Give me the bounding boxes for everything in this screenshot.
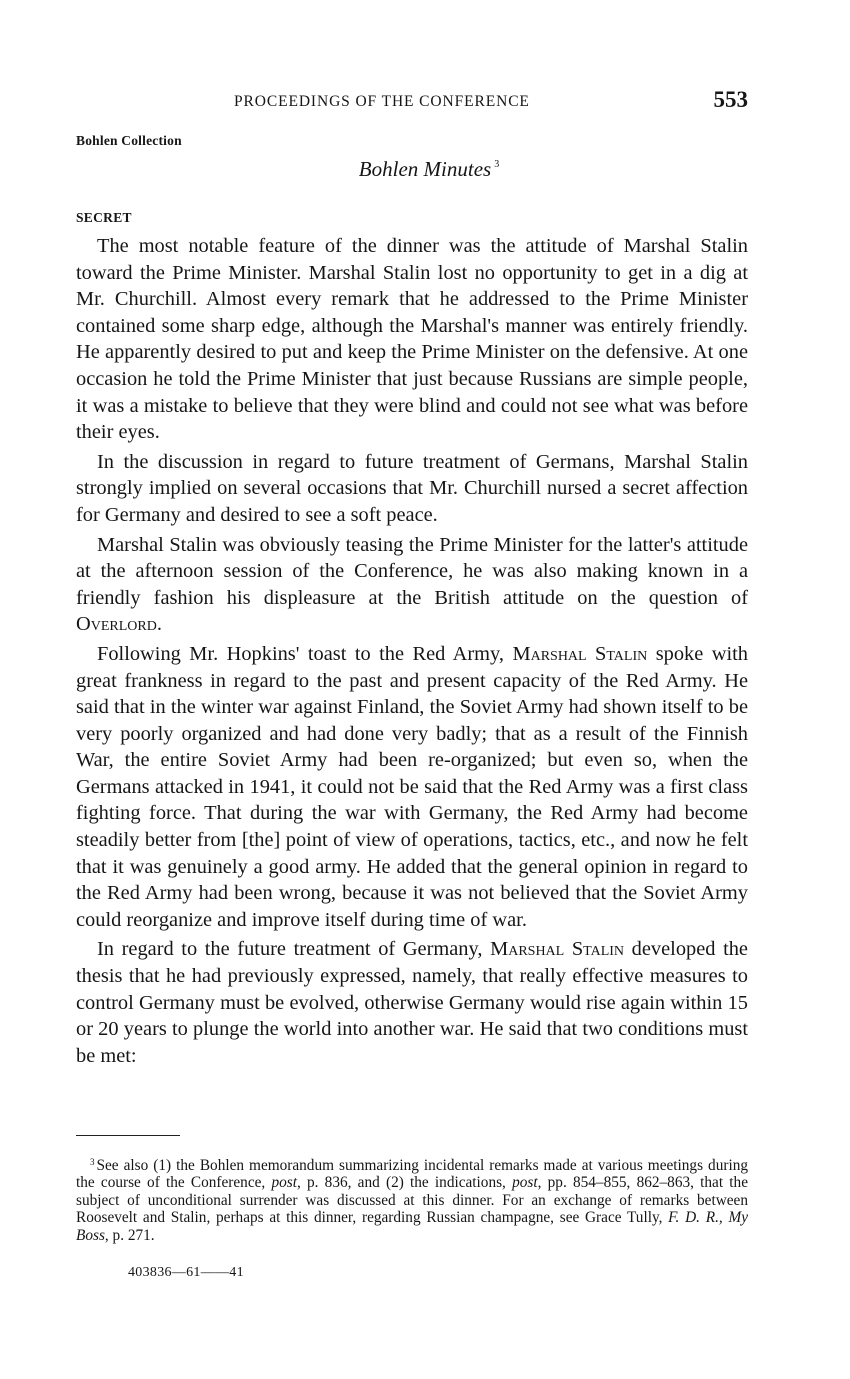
classification-label: SECRET: [76, 210, 132, 225]
speaker-name: Marshal Stalin: [490, 938, 625, 961]
paragraph-3-end: .: [156, 613, 162, 636]
paragraph-5-lead: In regard to the future treatment of Germany,: [97, 938, 491, 961]
footnote-post-1: post: [271, 1174, 297, 1192]
paragraph-4-lead: Following Mr. Hopkins' toast to the Red Army,: [97, 642, 513, 665]
footnote-text-2: , p. 836, and (2) the indications,: [296, 1174, 513, 1192]
footnote-reference: 3: [494, 159, 500, 170]
footnote-text-1: See also (1) the Bohlen memorandum summarizing incidental remarks made at various meetings during the course of the Conference,: [76, 1157, 748, 1192]
footnote-marker: 3: [90, 1157, 95, 1167]
footnote-text-4: , p. 271.: [104, 1226, 155, 1244]
document-title: [0, 157, 850, 182]
collection-label: Bohlen Collection: [76, 133, 182, 148]
speaker-name: Marshal Stalin: [512, 642, 648, 665]
paragraph-4-text: spoke with great frankness in regard to the past and present capacity of the Red Army. He said that in the winter war against Finland, the Soviet Army had shown itself to be very poorly organized and had done very badly; that as a result of the Finnish War, the entire Soviet Army had been re-organized; but even so, when the Germans attacked in 1941, it could not be said that the Red Army was a first class fighting force. That during the war with Germany, the Red Army had become steadily better from [the] point of view of operations, tactics, etc., and now he felt that it was genuinely a good army. He added that the general opinion in regard to the Red Army had been wrong, because it was not believed that the Soviet Army could reorganize and improve itself during time of war.: [76, 642, 748, 931]
paragraph-2: In the discussion in regard to future treatment of Germans, Marshal Stalin strongly implied on several occasions that Mr. Churchill nursed a secret affection for Germany and desired to see a soft peace.: [76, 450, 748, 526]
footnote-divider: [76, 1135, 180, 1136]
minutes-body: [76, 233, 748, 1072]
footnote-text-3: , pp. 854–855, 862–863, that the subject of unconditional surrender was discussed at this dinner. For an exchange of remarks between Roosevelt and Stalin, perhaps at this dinner, regarding Russian champagne, see Grace Tully,: [76, 1174, 748, 1227]
running-title: PROCEEDINGS OF THE CONFERENCE: [234, 93, 530, 110]
paragraph-3-text: Marshal Stalin was obviously teasing the Prime Minister for the latter's attitude at the afternoon session of the Conference, he was also making known in a friendly fashion his displeasure at the British attitude on the question of: [76, 533, 748, 609]
paragraph-3: [76, 532, 748, 638]
document-title-text: Bohlen Minutes: [358, 157, 492, 181]
page-number: 553: [713, 87, 748, 112]
footnote: [76, 1154, 748, 1244]
footnote-book-title: F. D. R., My Boss: [76, 1209, 748, 1244]
operation-name: Overlord: [76, 613, 157, 636]
paragraph-1: The most notable feature of the dinner was the attitude of Marshal Stalin toward the Prime Minister. Marshal Stalin lost no opportunity to get in a dig at Mr. Churchill. Almost every remark that he addressed to the Prime Minister contained some sharp edge, although the Marshal's manner was entirely friendly. He apparently desired to put and keep the Prime Minister on the defensive. At one occasion he told the Prime Minister that just because Russians are simple people, it was a mistake to believe that they were blind and could not see what was before their eyes.: [76, 235, 748, 444]
paragraph-4: [76, 641, 748, 934]
paragraph-5-text: developed the thesis that he had previously expressed, namely, that really effective measures to control Germany must be evolved, otherwise Germany would rise again within 15 or 20 years to plunge the world into another war. He said that two conditions must be met:: [76, 938, 748, 1067]
printer-code: 403836—61——41: [128, 1265, 244, 1280]
footnote-post-2: post: [512, 1174, 538, 1192]
paragraph-5: [76, 936, 748, 1069]
running-header: [76, 88, 748, 118]
